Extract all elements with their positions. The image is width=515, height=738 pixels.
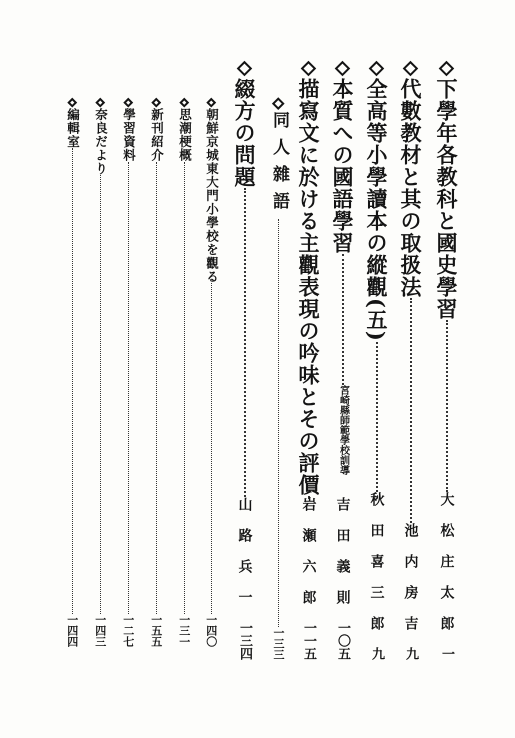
entry-author: 山路兵一: [236, 497, 253, 621]
entry-title: 朝鮮京城東大門小學校を觀る: [204, 107, 220, 284]
entry-page-number: 九: [403, 647, 418, 660]
leader-dots: [342, 254, 344, 385]
leader-dots: [278, 219, 279, 627]
entry-page-number: 一四四: [65, 614, 79, 647]
leader-dots: [244, 188, 246, 497]
leader-dots: [410, 298, 412, 523]
entry-page-number: 九: [369, 647, 384, 660]
leader-dots: [100, 175, 101, 614]
toc-entry[interactable]: [205, 97, 218, 647]
entry-author: 池内房吉: [402, 523, 419, 647]
entry-title: 新刊紹介: [149, 107, 165, 162]
leader-dots: [376, 342, 378, 492]
toc-entry[interactable]: [298, 60, 319, 660]
toc-entry[interactable]: [332, 60, 353, 660]
entry-title: 編輯室: [65, 107, 81, 149]
entry-title: 代數教材と其の取扱法: [398, 78, 423, 299]
toc-entry[interactable]: [436, 60, 457, 660]
entry-page-number: 一四三: [93, 614, 107, 647]
diamond-icon: [207, 97, 216, 106]
toc-entry[interactable]: [400, 60, 421, 660]
diamond-icon: [335, 60, 350, 75]
entry-affiliation: 宮崎縣師範學校訓導: [337, 385, 349, 475]
entry-author: 秋田喜三郎: [368, 492, 385, 647]
entry-page-number: 一三一: [177, 614, 191, 647]
toc-entry[interactable]: [234, 60, 255, 660]
entry-page-number: 一一五: [301, 621, 316, 660]
leader-dots: [156, 162, 157, 614]
diamond-icon: [68, 97, 77, 106]
toc-entry[interactable]: [270, 97, 287, 660]
diamond-icon: [96, 97, 105, 106]
entry-title: 本質への國語學習: [330, 78, 355, 255]
entry-author: 岩瀬六郎: [300, 497, 317, 621]
diamond-icon: [237, 60, 252, 75]
diamond-icon: [369, 60, 384, 75]
toc-entry[interactable]: [150, 97, 163, 647]
entry-page-number: 一〇五: [335, 621, 350, 660]
entry-title: 全高等小學讀本の縱觀(五): [364, 78, 389, 342]
toc-entry[interactable]: [366, 60, 387, 660]
diamond-icon: [152, 97, 161, 106]
entry-page-number: 一五五: [149, 614, 163, 647]
entry-author: 大松庄太郎: [438, 492, 455, 647]
entry-page-number: 一三三: [272, 627, 285, 660]
leader-dots: [72, 148, 73, 614]
diamond-icon: [180, 97, 189, 106]
entry-title: 同人雜語: [269, 111, 289, 220]
leader-dots: [128, 162, 129, 614]
entry-page-number: 一二七: [121, 614, 135, 647]
entry-page-number: 一三四: [237, 621, 252, 660]
entry-page-number: 一四〇: [204, 614, 218, 647]
entry-title: 下學年各教科と國史學習: [434, 78, 459, 321]
diamond-icon: [301, 60, 316, 75]
toc-entry[interactable]: [66, 97, 79, 647]
leader-dots: [446, 320, 448, 492]
entry-title: 思潮梗概: [177, 107, 193, 162]
diamond-icon: [403, 60, 418, 75]
diamond-icon: [124, 97, 133, 106]
entry-title: 奈良だより: [93, 107, 109, 176]
entry-title: 綴方の問題: [232, 78, 257, 189]
entry-page-number: 一: [439, 647, 454, 660]
toc-entry[interactable]: [94, 97, 107, 647]
diamond-icon: [272, 97, 284, 109]
leader-dots: [211, 283, 212, 614]
entry-title: 學習資料: [121, 107, 137, 162]
leader-dots: [184, 162, 185, 614]
entry-title: 描寫文に於ける主觀表現の吟味とその評價: [296, 78, 321, 497]
entry-author: 吉田義則: [334, 497, 351, 621]
diamond-icon: [439, 60, 454, 75]
toc-entry[interactable]: [122, 97, 135, 647]
toc-entry[interactable]: [178, 97, 191, 647]
